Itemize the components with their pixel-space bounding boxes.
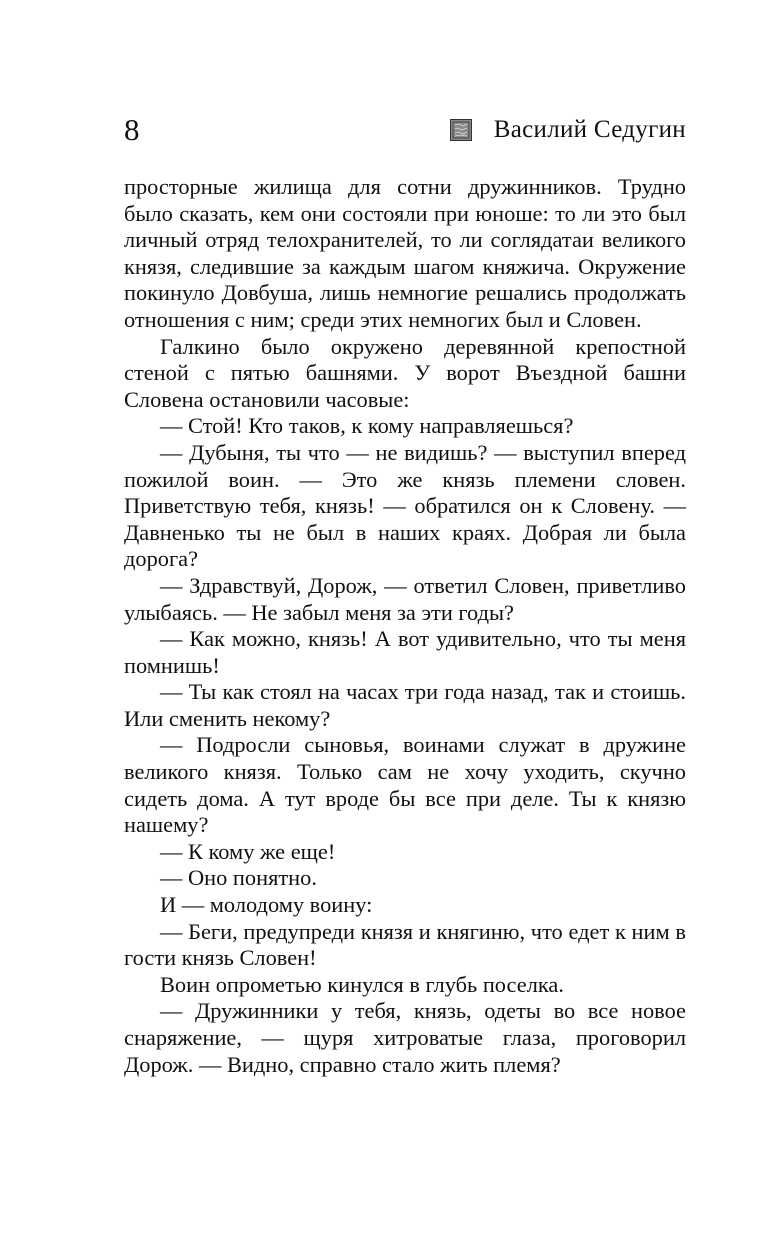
dialogue-line: — Дубыня, ты что — не видишь? — выступил вперед пожилой воин. — Это же князь племени словен. Приветствую тебя, князь! — обратился он к Словену. — Давненько ты не был в наших краях. Добрая ли была дорога?: [124, 439, 686, 572]
author-name: Василий Седугин: [493, 116, 686, 143]
dialogue-line: — Подросли сыновья, воинами служат в дружине великого князя. Только сам не хочу уходить, скучно сидеть дома. А тут вроде бы все при деле. Ты к князю нашему?: [124, 732, 686, 838]
dialogue-line: — Как можно, князь! А вот удивительно, что ты меня помнишь!: [124, 626, 686, 678]
paragraph: просторные жилища для сотни дружинников. Трудно было сказать, кем они состояли при юноше: то ли это был личный отряд телохранителей, то ли соглядатаи великого князя, следившие за каждым шагом княжича. Окружение покинуло Довбуша, лишь немногие решались продолжать отношения с ним; среди этих немногих был и Словен.: [124, 174, 686, 332]
dialogue-line: — К кому же еще!: [160, 838, 336, 864]
dialogue-line: — Дружинники у тебя, князь, одеты во все новое снаряжение, — щуря хитроватые глаза, проговорил Дорож. — Видно, справно стало жить племя?: [124, 998, 686, 1077]
paragraph: Воин опрометью кинулся в глубь поселка.: [160, 971, 564, 997]
running-header: [124, 110, 686, 150]
paragraph: И — молодому воину:: [160, 892, 373, 918]
body-text: [124, 174, 686, 1078]
dialogue-line: — Беги, предупреди князя и княгиню, что едет к ним в гости князь Словен!: [124, 918, 686, 971]
author-block: [450, 110, 686, 150]
square-ornament-icon: [450, 119, 472, 141]
dialogue-line: — Здравствуй, Дорож, — ответил Словен, приветливо улыбаясь. — Не забыл меня за эти годы?: [124, 572, 686, 625]
paragraph: Галкино было окружено деревянной крепостной стеной с пятью башнями. У ворот Въездной башни Словена остановили часовые:: [124, 333, 686, 412]
dialogue-line: — Ты как стоял на часах три года назад, так и стоишь. Или сменить некому?: [124, 679, 686, 731]
dialogue-line: — Стой! Кто таков, к кому направляешься?: [160, 413, 574, 439]
dialogue-line: — Оно понятно.: [160, 865, 317, 891]
page-number: 8: [124, 112, 140, 147]
